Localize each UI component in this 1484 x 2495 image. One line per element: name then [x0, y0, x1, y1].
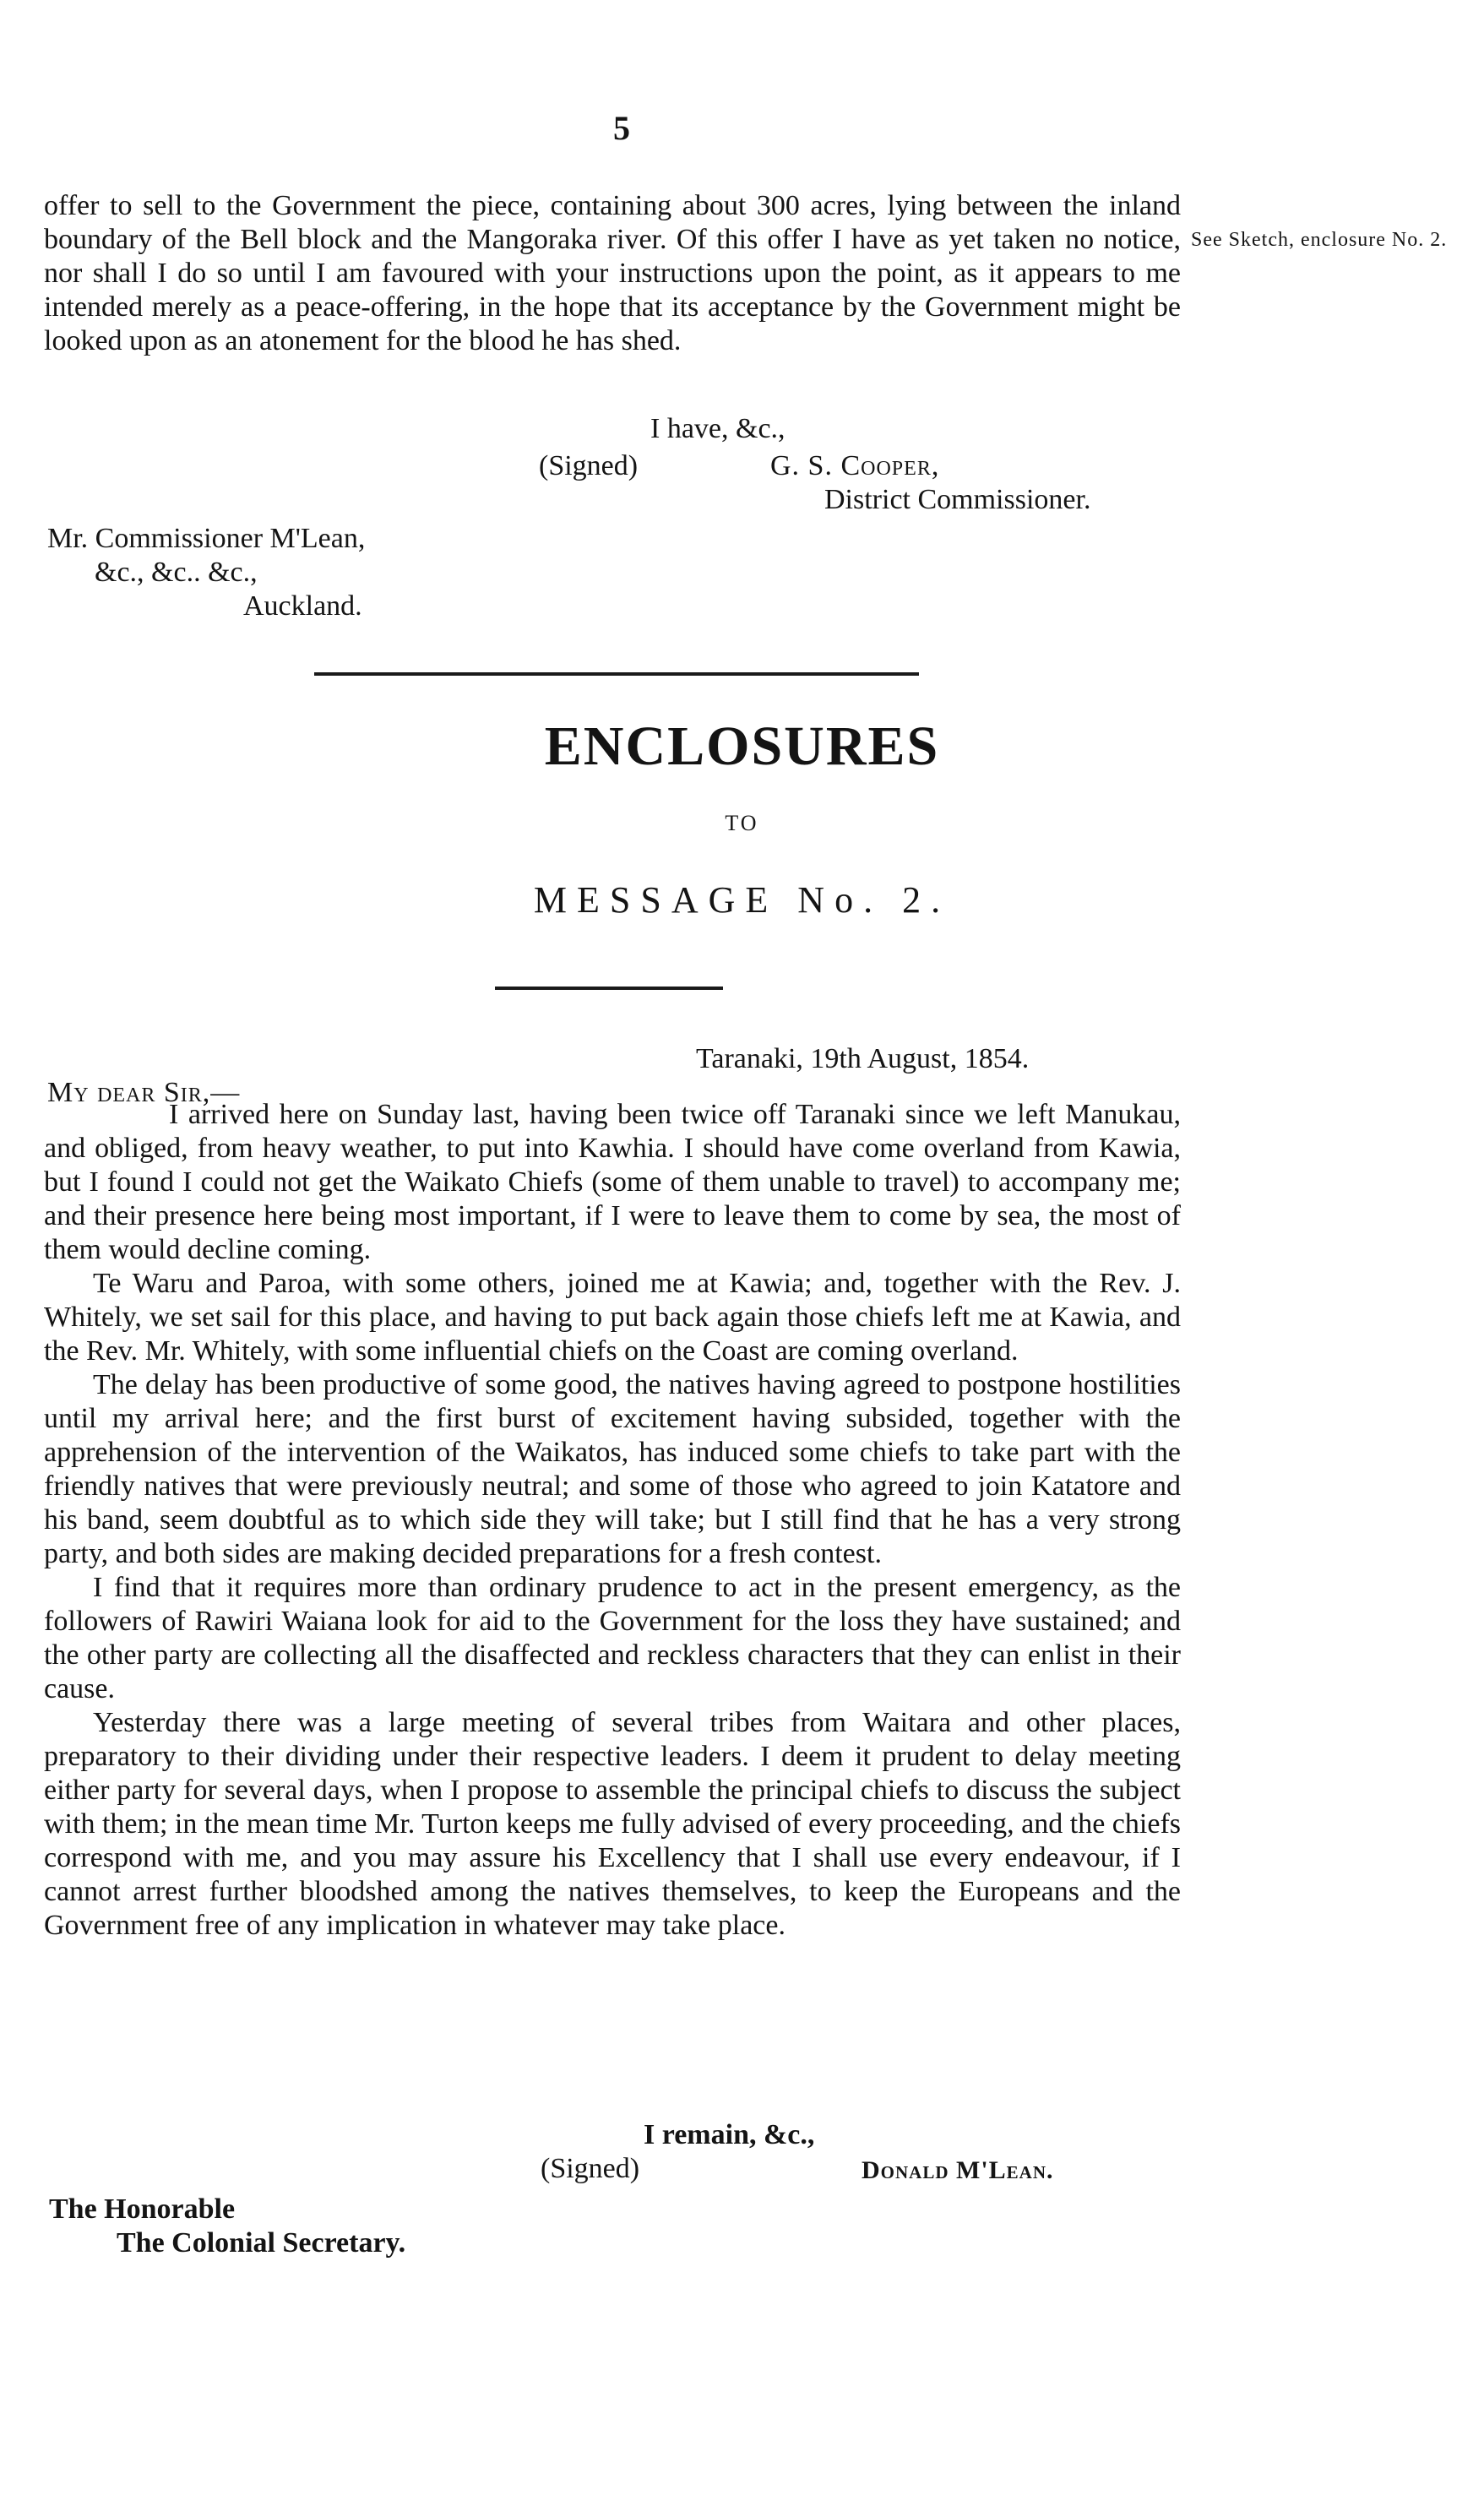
top-letter-signer: G. S. Cooper, — [770, 450, 940, 481]
top-letter-paragraph: offer to sell to the Government the piece, containing about 300 acres, lying between the inland boundary of the Bell block and the Mangoraka river. Of this offer I have as yet taken no notice, nor shall I do so until I am favoured with your instructions upon the point, as it appears to me intended merely as a peace-offering, in the hope that its acceptance by the Government might be looked upon as an atonement for the blood he has shed. — [44, 190, 1181, 356]
top-letter-addressee-2: &c., &c.. &c., — [95, 557, 258, 588]
page-number: 5 — [613, 109, 630, 147]
top-letter-closing: I have, &c., — [650, 413, 785, 444]
top-letter-addressee-1: Mr. Commissioner M'Lean, — [47, 523, 366, 554]
letter-signer: Donald M'Lean. — [862, 2156, 1054, 2184]
section-divider-short — [495, 987, 723, 990]
message-number-heading: MESSAGE No. 2. — [533, 879, 951, 921]
letter-salutation: My dear Sir,— — [47, 1077, 241, 1108]
letter-paragraph: The delay has been productive of some good, the natives having agreed to postpone hostilities until my arrival here; and the first burst of excitement having subsided, together with the apprehension of the intervention of the Waikatos, has induced some chiefs to take part with the friendly natives that were previously neutral; and some of those who agreed to join Katatore and his band, seem doubtful as to which side they will take; but I still find that he has a very strong party, and both sides are making decided preparations for a fresh contest. — [44, 1369, 1181, 1569]
top-letter-addressee-3: Auckland. — [243, 590, 362, 622]
letter-paragraph: I find that it requires more than ordinary prudence to act in the present emergency, as the followers of Rawiri Waiana look for aid to the Government for the loss they have sustained; and the other party are collecting all the disaffected and reckless characters that they can enlist in their cause. — [44, 1572, 1181, 1704]
margin-note: See Sketch, enclosure No. 2. — [1191, 229, 1448, 251]
top-letter-signer-title: District Commissioner. — [824, 484, 1091, 515]
enclosures-heading: ENCLOSURES — [544, 715, 940, 777]
letter-paragraph: I arrived here on Sunday last, having been twice off Taranaki since we left Manukau, and obliged, from heavy weather, to put into Kawhia. I should have come overland from Kawia, but I found I could not get the Waikato Chiefs (some of them unable to travel) to accompany me; and their presence here being most important, if I were to leave them to come by sea, the most of them would decline coming. — [44, 1099, 1181, 1265]
section-divider-long — [314, 672, 919, 676]
letter-place-date: Taranaki, 19th August, 1854. — [696, 1043, 1030, 1074]
letter-paragraph: Yesterday there was a large meeting of several tribes from Waitara and other places, preparatory to their dividing under their respective leaders. I deem it prudent to delay meeting either party for several days, when I propose to assemble the principal chiefs to discuss the subject with them; in the mean time Mr. Turton keeps me fully advised of every proceeding, and the chiefs correspond with me, and you may assure his Excellency that I shall use every endeavour, if I cannot arrest further bloodshed among the natives themselves, to keep the Europeans and the Government free of any implication in whatever may take place. — [44, 1707, 1181, 1941]
top-letter-signed: (Signed) — [539, 450, 639, 481]
letter-paragraph: Te Waru and Paroa, with some others, joined me at Kawia; and, together with the Rev. J. Whitely, we set sail for this place, and having to put back again those chiefs left me at Kawia, and the Rev. Mr. Whitely, with some influential chiefs on the Coast are coming overland. — [44, 1268, 1181, 1367]
enclosures-to: TO — [725, 811, 759, 835]
letter-signed: (Signed) — [541, 2153, 640, 2184]
letter-body — [44, 1098, 1181, 1943]
letter-closing: I remain, &c., — [644, 2119, 815, 2150]
letter-addressee-2: The Colonial Secretary. — [117, 2227, 406, 2259]
letter-addressee-1: The Honorable — [49, 2193, 236, 2225]
